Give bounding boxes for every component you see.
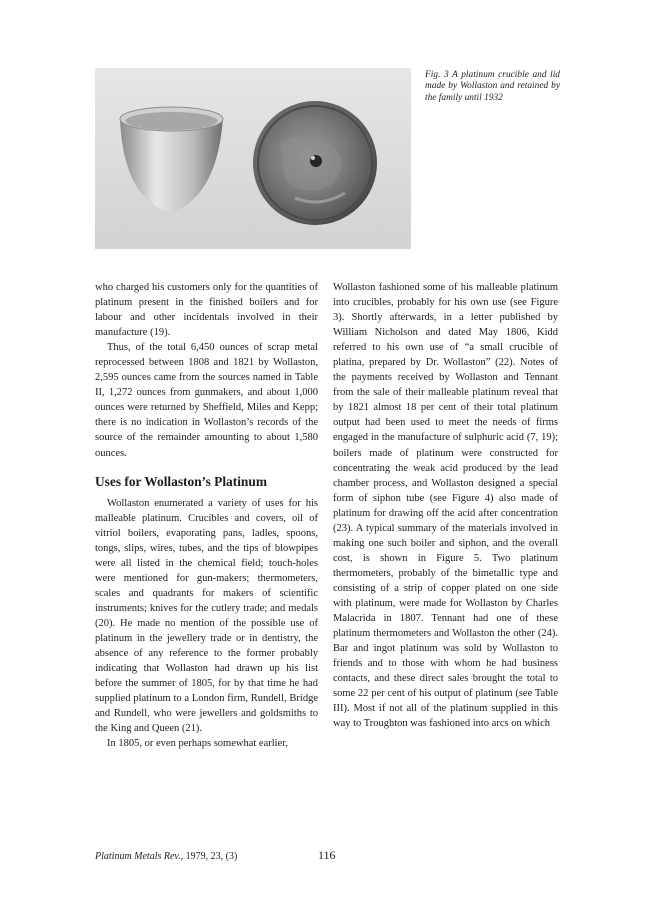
section-heading: Uses for Wollaston’s Platinum	[95, 473, 267, 489]
left-text-column	[95, 280, 318, 751]
journal-volume: 1979, 23, (3)	[185, 851, 238, 862]
figure-photo-crucible-and-lid	[95, 68, 411, 249]
journal-name: Platinum Metals Rev.,	[95, 851, 184, 862]
right-text-column	[333, 280, 558, 731]
paragraph: who charged his customers only for the quantities of platinum present in the finished boilers and for labour and other incidentals involved in their manufacture (19).	[95, 282, 318, 339]
footer-journal-citation	[95, 851, 237, 862]
figure-caption: Fig. 3 A platinum crucible and lid made by Wollaston and retained by the family until 1932	[425, 70, 560, 103]
paragraph: In 1805, or even perhaps somewhat earlier,	[107, 738, 288, 750]
paragraph: Wollaston fashioned some of his malleable platinum into crucibles, probably for his own use (see Figure 3). Shortly afterwards, in a letter published by William Nicholson and dated May 1806, Kidd referred to his own use of “a small crucible of platina, prepared by Dr. Wollaston” (22). Notes of the payments received by Wollaston and Tennant from the sale of their malleable platinum reveal that by 1821 almost 18 per cent of their total platinum output had been used to meet the needs of firms engaged in the manufacture of sulphuric acid (7, 19); boilers made of platinum were constructed for concentrating the weak acid produced by the lead chamber process, and Wollaston designed a special form of siphon tube (see Figure 4) also made of platinum for drawing off the acid after concentration (23). A typical summary of the materials involved in making one such boiler and siphon, and the overall cost, is shown in Figure 5. Two platinum thermometers, probably of the bimetallic type and consisting of a strip of copper plated on one side with platinum, were made for Wollaston by Charles Malacrida in 1807. Tennant had one of these platinum thermometers and Wollaston the other (24). Bar and ingot platinum was sold by Wollaston to friends and to those with whom he had business contacts, and these direct sales brought the total to some 22 per cent of his output of platinum (see Table III). Most if not all of the platinum supplied in this way to Troughton was fashioned into arcs on which	[333, 282, 558, 730]
paragraph: Wollaston enumerated a variety of uses for his malleable platinum. Crucibles and covers, oil of vitriol boilers, evaporating pans, ladles, spoons, tongs, slips, wires, tubes, and the tips of blowpipes were all listed in the chemical field; touch-holes were mentioned for gun-makers; thermometers, scales and quadrants for makers of scientific instruments; knives for the cutlery trade; and medals (20). He made no mention of the possible use of platinum in the jewellery trade or in dentistry, the absence of any reference to the former probably indicating that Wollaston had drawn up his list before the summer of 1805, for by that time he had supplied platinum to a London firm, Rundell, Bridge and Rundell, who were jewellers and goldsmiths to the King and Queen (21).	[95, 497, 318, 735]
page-number: 116	[318, 848, 336, 862]
lid-shape	[253, 101, 377, 225]
paragraph: Thus, of the total 6,450 ounces of scrap metal reprocessed between 1808 and 1821 by Wollaston, 2,595 ounces came from the sources named in Table II, 1,272 ounces from gunmakers, and about 1,000 ounces were returned by Sheffield, Miles and Kepp; there is no indication in Wollaston’s records of the source of the remainder amounting to about 1,580 ounces.	[95, 342, 318, 459]
